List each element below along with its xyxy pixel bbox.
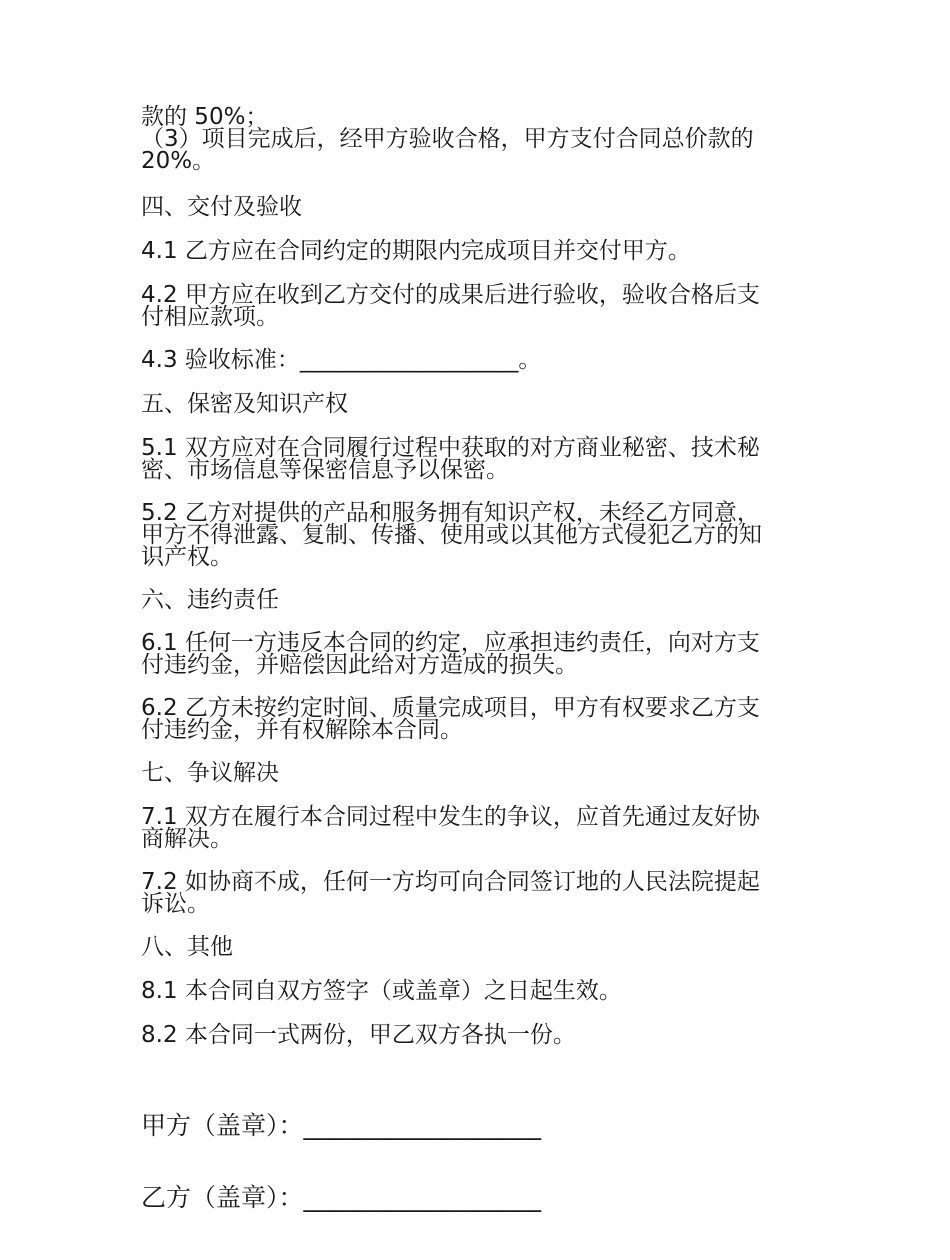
signature-block	[141, 1066, 821, 1258]
payment-clause-continued: 款的 50%； （3）项目完成后，经甲方验收合格，甲方支付合同总价款的 20%。	[141, 104, 754, 174]
clause-6-2: 6.2 乙方未按约定时间、质量完成项目，甲方有权要求乙方支 付违约金，并有权解除本合同。	[141, 695, 760, 743]
section-7-heading: 七、争议解决	[141, 760, 279, 786]
clause-8-2: 8.2 本合同一式两份，甲乙双方各执一份。	[141, 1022, 576, 1048]
section-8-heading: 八、其他	[141, 934, 233, 960]
clause-7-1: 7.1 双方在履行本合同过程中发生的争议，应首先通过友好协 商解决。	[141, 804, 760, 852]
clause-7-2: 7.2 如协商不成，任何一方均可向合同签订地的人民法院提起 诉讼。	[141, 869, 760, 917]
party-b-signature-line: 乙方（盖章）：___________________	[141, 1183, 542, 1212]
party-a-signature-line: 甲方（盖章）：___________________	[141, 1111, 542, 1140]
clause-8-1: 8.1 本合同自双方签字（或盖章）之日起生效。	[141, 978, 622, 1004]
section-6-heading: 六、违约责任	[141, 587, 279, 613]
section-4-heading: 四、交付及验收	[141, 194, 302, 220]
clause-5-1: 5.1 双方应对在合同履行过程中获取的对方商业秘密、技术秘 密、市场信息等保密信息予以保密。	[141, 435, 760, 483]
clause-4-3: 4.3 验收标准：___________________。	[141, 347, 542, 373]
section-5-heading: 五、保密及知识产权	[141, 391, 348, 417]
clause-4-2: 4.2 甲方应在收到乙方交付的成果后进行验收，验收合格后支 付相应款项。	[141, 282, 760, 330]
clause-4-1: 4.1 乙方应在合同约定的期限内完成项目并交付甲方。	[141, 238, 691, 264]
clause-6-1: 6.1 任何一方违反本合同的约定，应承担违约责任，向对方支 付违约金，并赔偿因此给对方造成的损失。	[141, 630, 760, 678]
clause-5-2: 5.2 乙方对提供的产品和服务拥有知识产权，未经乙方同意， 甲方不得泄露、复制、传播、使用或以其他方式侵犯乙方的知 识产权。	[141, 500, 762, 570]
